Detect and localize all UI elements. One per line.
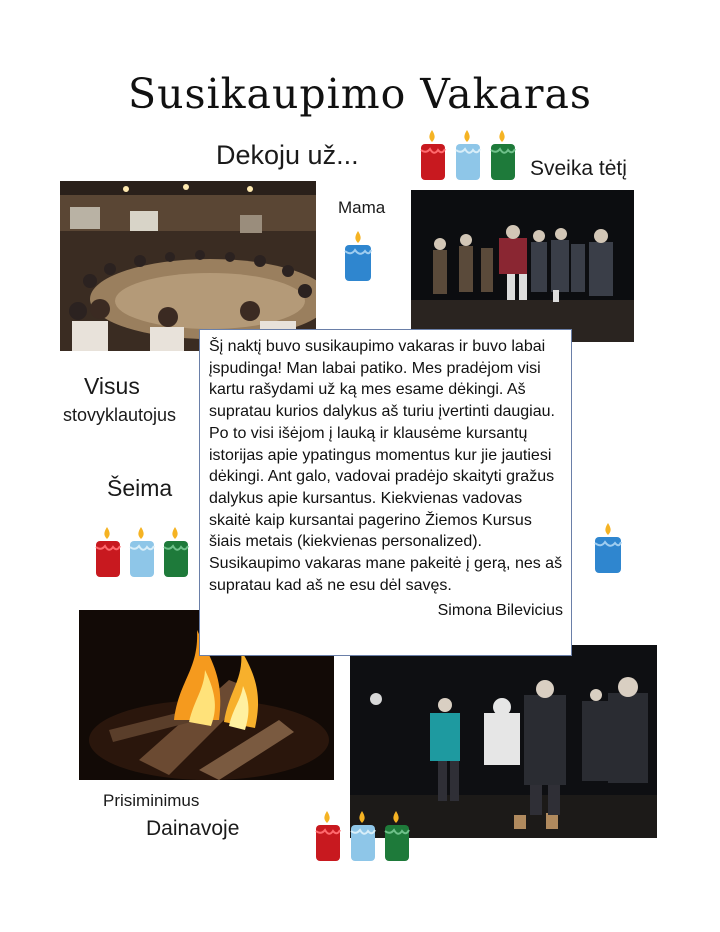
- hall-photo: [60, 181, 316, 351]
- candle-right: [593, 521, 625, 575]
- sveika-label: Sveika tėtį: [530, 157, 627, 180]
- dekoju-label: Dekoju už...: [216, 140, 359, 170]
- mama-label: Mama: [338, 198, 386, 217]
- visus-label: Visus: [84, 373, 140, 399]
- candle-mama: [343, 229, 375, 283]
- candles-top-group: [420, 128, 518, 182]
- story-author: Simona Bilevicius: [437, 602, 563, 620]
- dainavoje-label: Dainavoje: [146, 817, 240, 840]
- stovyklautojus-label: stovyklautojus: [63, 405, 177, 425]
- seima-label: Šeima: [107, 475, 173, 501]
- prisiminimus-label: Prisiminimus: [103, 791, 200, 810]
- night-walk-photo: [411, 190, 634, 342]
- story-text: Šį naktį buvo susikaupimo vakaras ir buvo labai įspudinga! Man labai patiko. Mes pradėjom visi kartu rašydami už ką mes esame dėkingi. Aš supratau kurios dalykus aš turiu įvertinti daugiau. Po to visi išėjom į lauką ir klausėme kursantų istorijas apie ypatingus momentus kur jie jautiesi dėkingi. Ant galo, vadovai pradėjo skaityti gražus dalykus apie kursantus. Kiekvienas vadovas skaitė kaip kursantai pagerino Žiemos Kursus šiais metais (kiekvienas personalized). Susikaupimo vakaras mane pakeitė į gerą, nes aš supratau kad aš ne esu dėl savęs.: [209, 338, 563, 594]
- story-textbox: [199, 329, 572, 656]
- page-title: Susikaupimo Vakaras: [128, 70, 592, 118]
- candles-bottom-group: [315, 809, 411, 863]
- candles-seima-group: [95, 525, 189, 579]
